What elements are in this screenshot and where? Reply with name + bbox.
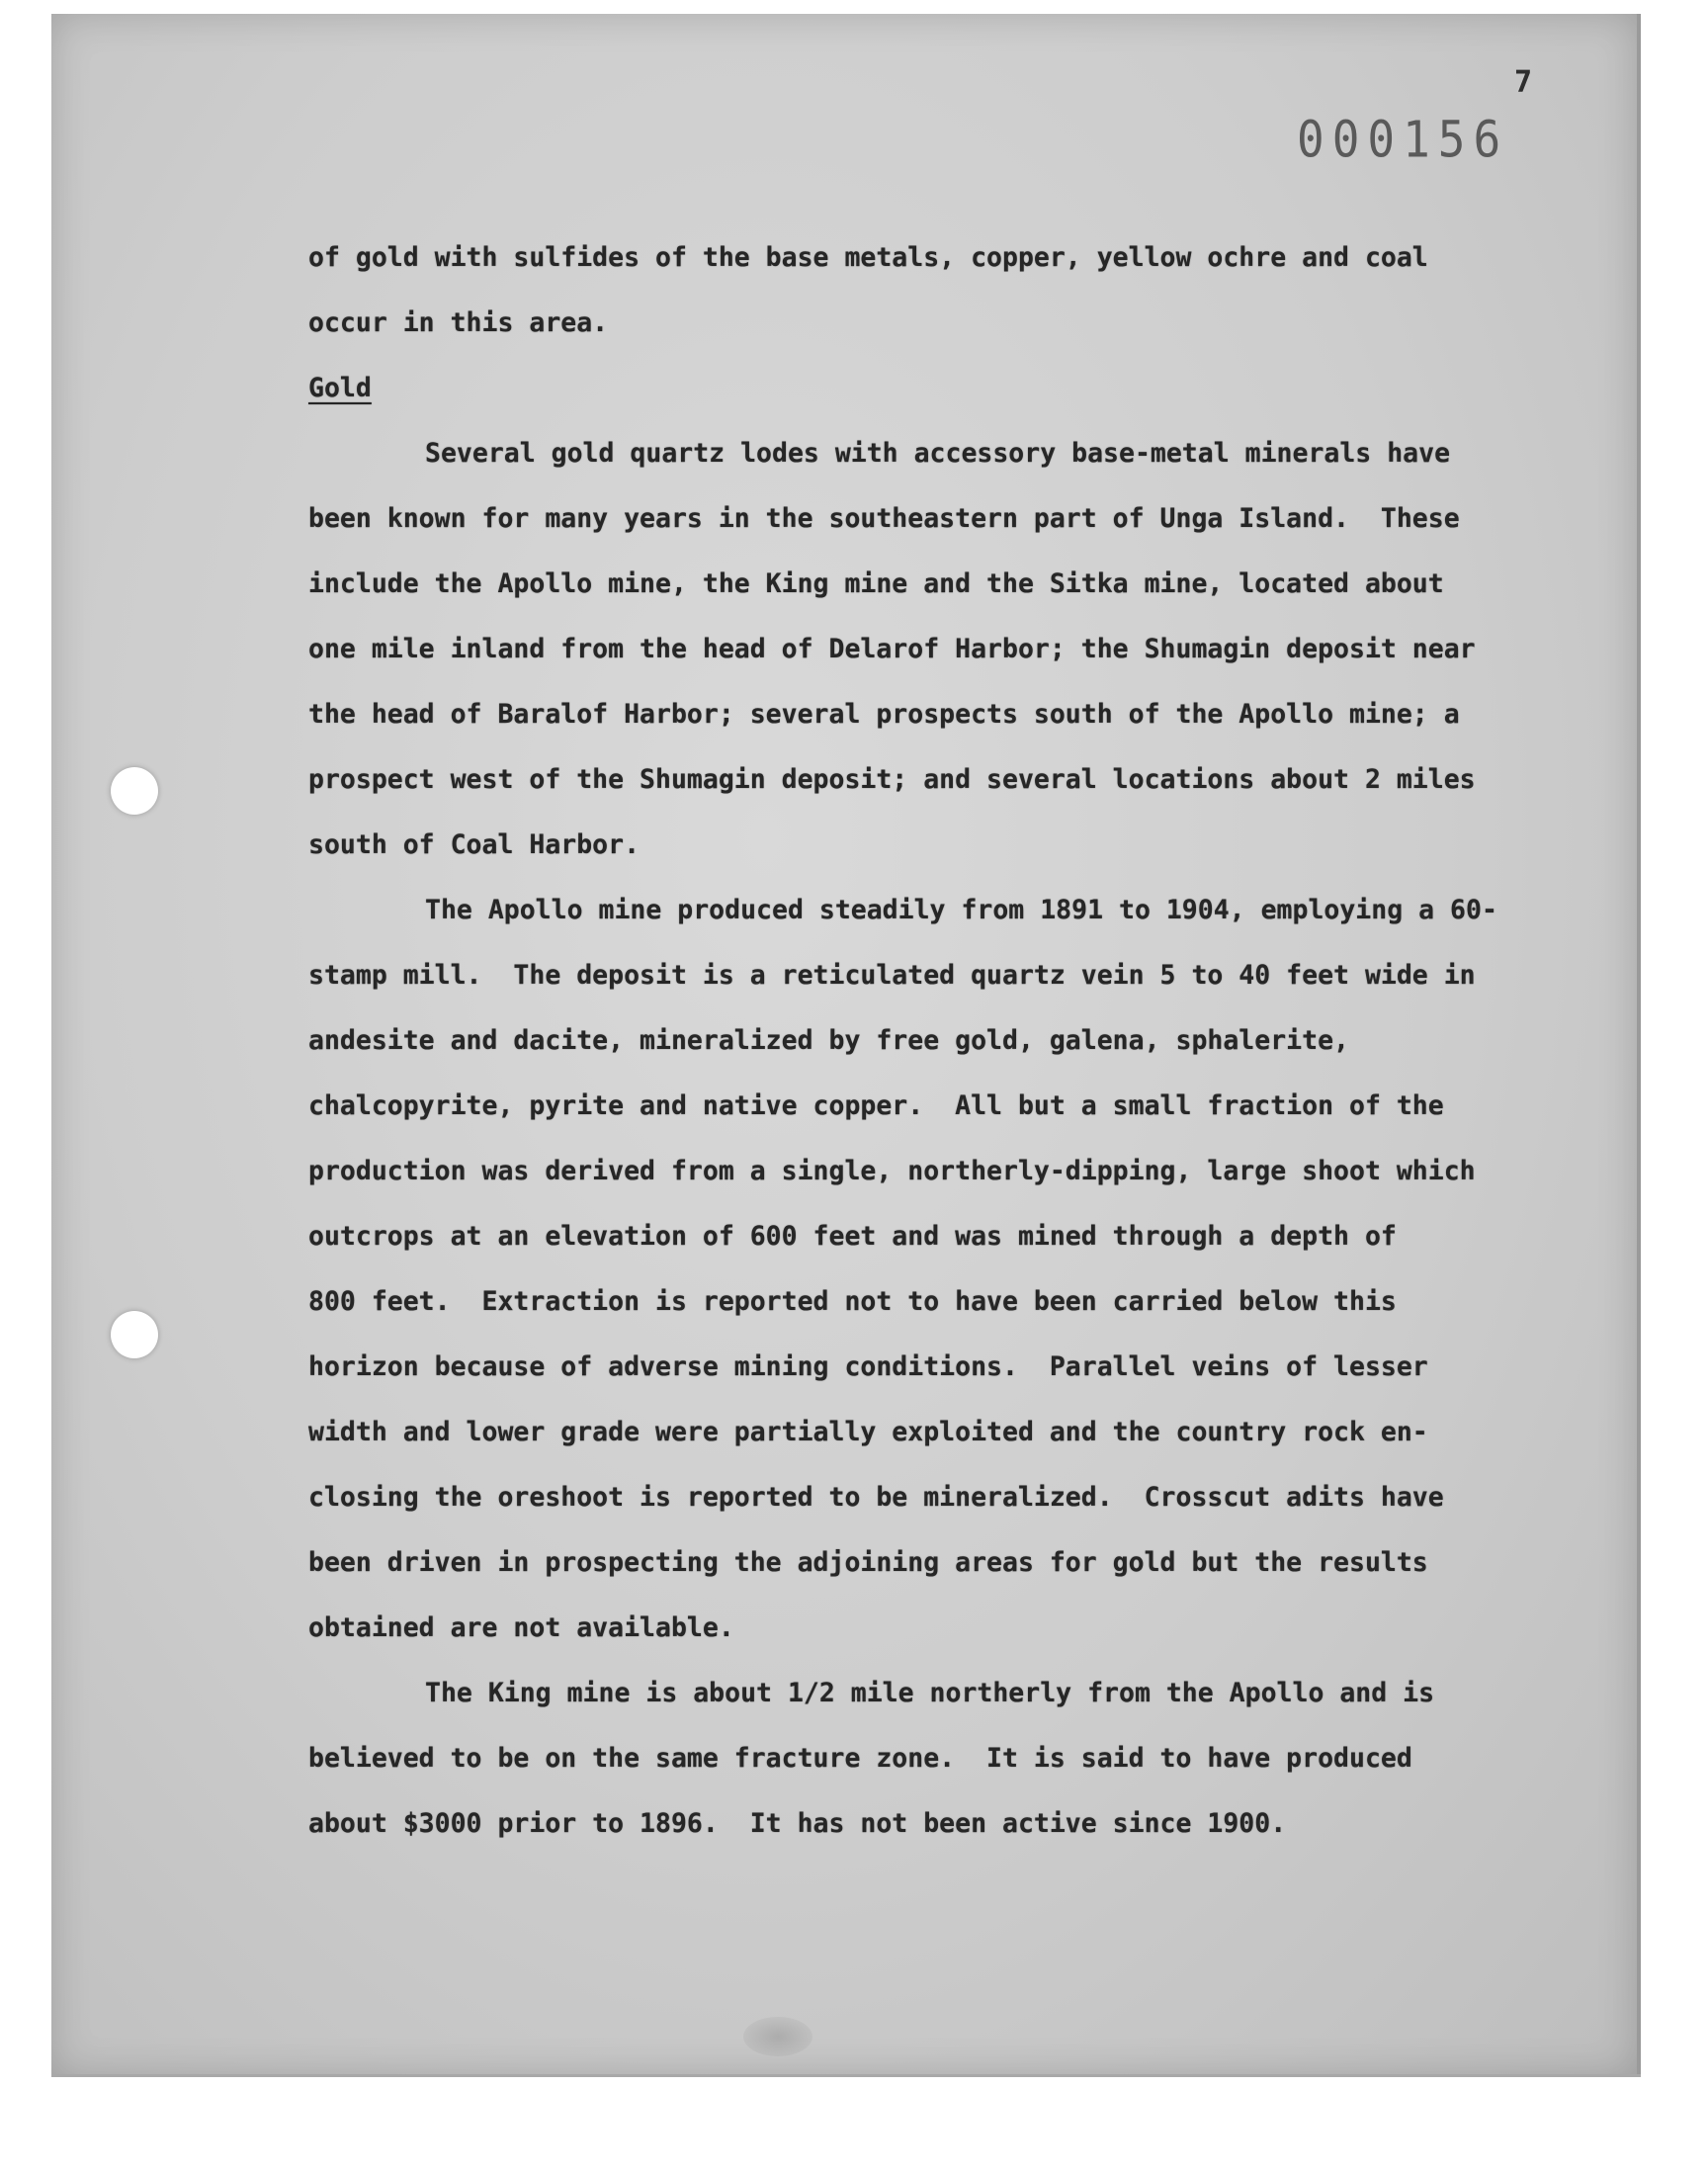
text-line: occur in this area. — [308, 307, 609, 338]
scan-smudge — [743, 2017, 812, 2056]
paper-edge — [1637, 14, 1641, 2076]
text-line: prospect west of the Shumagin deposit; and several locations about 2 miles — [308, 764, 1476, 795]
text-line: been known for many years in the southeastern part of Unga Island. These — [308, 503, 1460, 534]
page-number: 7 — [1514, 65, 1533, 100]
text-line: width and lower grade were partially exploited and the country rock en- — [308, 1417, 1428, 1447]
text-line: south of Coal Harbor. — [308, 829, 640, 860]
text-line: stamp mill. The deposit is a reticulated quartz vein 5 to 40 feet wide in — [308, 960, 1476, 991]
text-line: been driven in prospecting the adjoining areas for gold but the results — [308, 1547, 1428, 1578]
text-line: include the Apollo mine, the King mine and the Sitka mine, located about — [308, 568, 1444, 599]
document-stamp-number: 000156 — [1297, 110, 1509, 169]
document-body — [308, 225, 1574, 1857]
text-line: about $3000 prior to 1896. It has not been active since 1900. — [308, 1808, 1287, 1839]
text-line: production was derived from a single, northerly-dipping, large shoot which — [308, 1156, 1476, 1186]
text-line: Several gold quartz lodes with accessory base-metal minerals have — [425, 438, 1451, 469]
punch-hole-bottom — [111, 1311, 158, 1358]
text-line: The Apollo mine produced steadily from 1891 to 1904, employing a 60- — [425, 895, 1497, 925]
text-line: believed to be on the same fracture zone. It is said to have produced — [308, 1743, 1412, 1774]
text-line: the head of Baralof Harbor; several prospects south of the Apollo mine; a — [308, 699, 1460, 730]
text-line: of gold with sulfides of the base metals, copper, yellow ochre and coal — [308, 242, 1428, 273]
paper-edge-bottom — [51, 2074, 1641, 2077]
text-line: andesite and dacite, mineralized by free gold, galena, sphalerite, — [308, 1025, 1349, 1056]
text-line: one mile inland from the head of Delarof Harbor; the Shumagin deposit near — [308, 634, 1476, 664]
section-heading-line — [308, 356, 1574, 421]
text-line: outcrops at an elevation of 600 feet and was mined through a depth of — [308, 1221, 1397, 1252]
punch-hole-top — [111, 767, 158, 815]
text-line: obtained are not available. — [308, 1612, 734, 1643]
text-line: The King mine is about 1/2 mile northerly from the Apollo and is — [425, 1678, 1435, 1708]
text-line: horizon because of adverse mining conditions. Parallel veins of lesser — [308, 1351, 1428, 1382]
text-line: closing the oreshoot is reported to be mineralized. Crosscut adits have — [308, 1482, 1444, 1513]
section-heading: Gold — [308, 373, 372, 403]
text-line: 800 feet. Extraction is reported not to have been carried below this — [308, 1286, 1397, 1317]
text-line: chalcopyrite, pyrite and native copper. All but a small fraction of the — [308, 1090, 1444, 1121]
